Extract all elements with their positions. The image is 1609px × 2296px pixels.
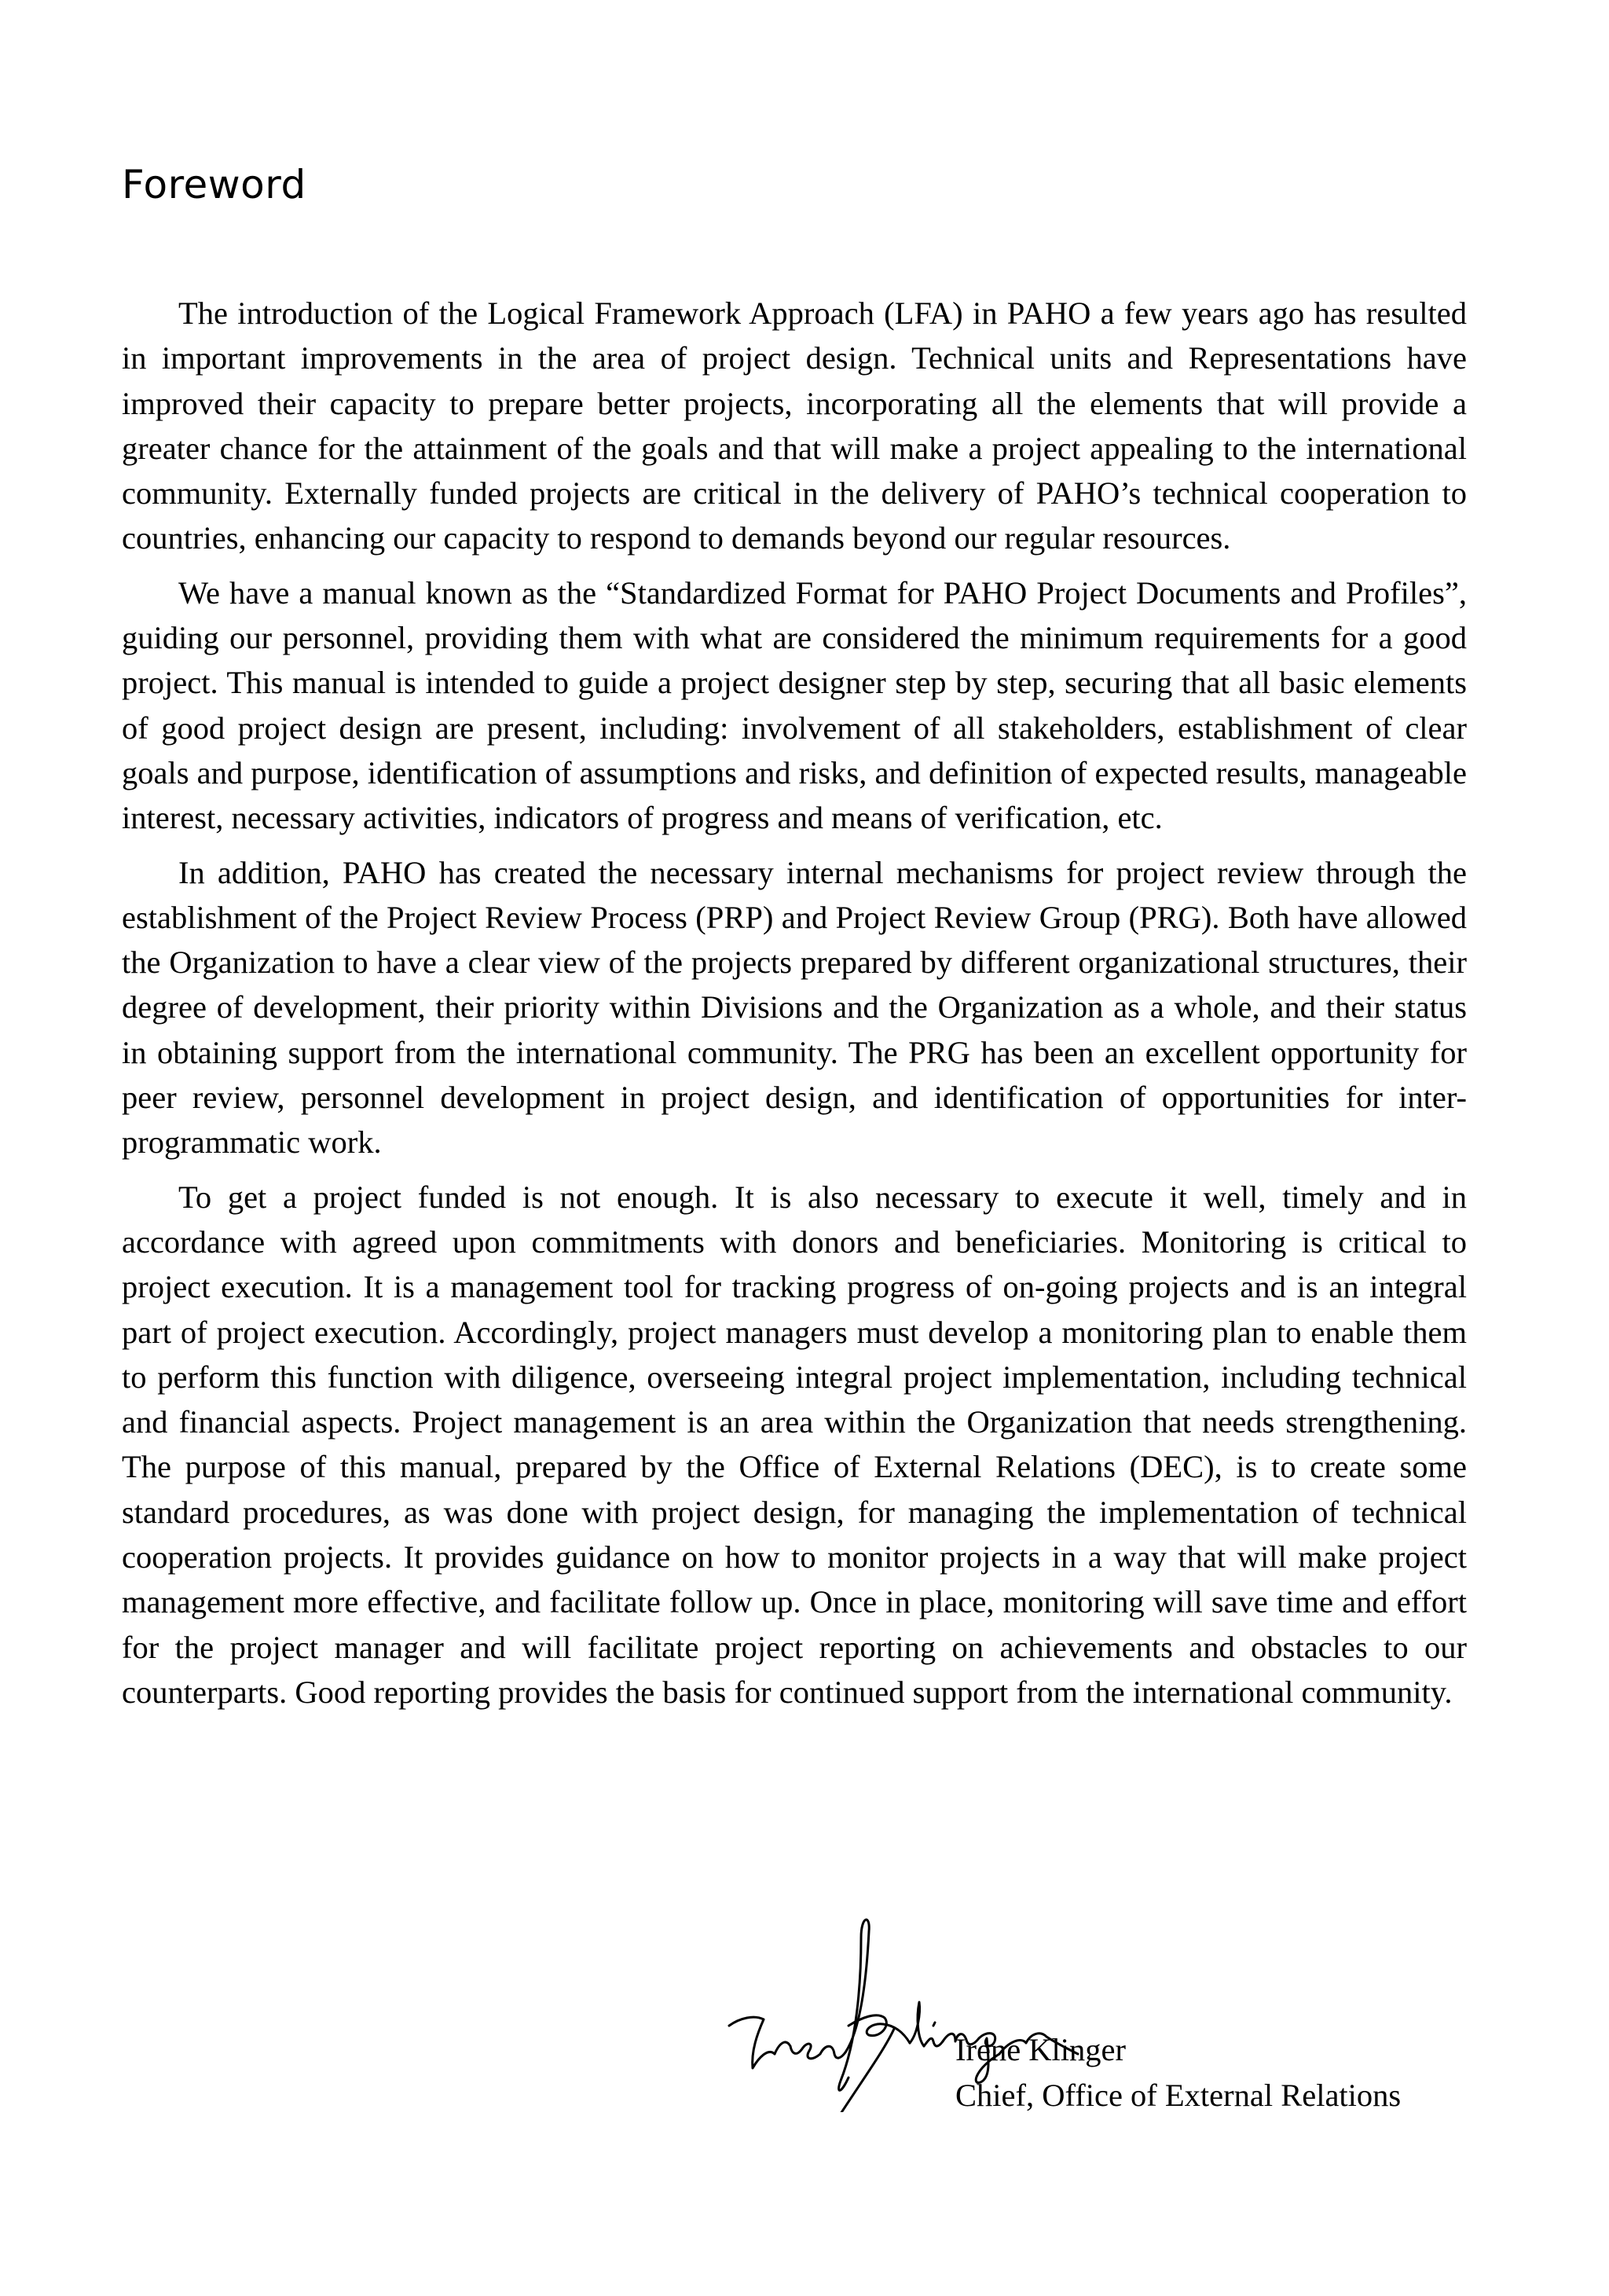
- signatory-name: Irene Klinger: [955, 2032, 1127, 2067]
- paragraph-1: The introduction of the Logical Framework Approach (LFA) in PAHO a few years ago has resulted in important improvements in the area of project design. Technical units and Representations have improved their capacity to prepare better projects, incorporating all the elements that will provide a greater chance for the attainment of the goals and that will make a project appealing to the international community. Externally funded projects are critical in the delivery of PAHO’s technical cooperation to countries, enhancing our capacity to respond to demands beyond our regular resources.: [122, 295, 1467, 556]
- paragraph-2: We have a manual known as the “Standardized Format for PAHO Project Documents and Profiles”, guiding our personnel, providing them with what are considered the minimum requirements for a good project. This manual is intended to guide a project designer step by step, securing that all basic elements of good project design are present, including: involvement of all stakeholders, establishment of clear goals and purpose, identification of assumptions and risks, and definition of expected results, manageable interest, necessary activities, indicators of progress and means of verification, etc.: [122, 574, 1467, 836]
- signatory-block: [955, 2027, 1401, 2118]
- paragraph-4: To get a project funded is not enough. It is also necessary to execute it well, timely and in accordance with agreed upon commitments with donors and beneficiaries. Monitoring is critical to project execution. It is a management tool for tracking progress of on-going projects and is an integral part of project execution. Accordingly, project managers must develop a monitoring plan to enable them to perform this function with diligence, overseeing integral project implementation, including technical and financial aspects. Project management is an area within the Organization that needs strengthening. The purpose of this manual, prepared by the Office of External Relations (DEC), is to create some standard procedures, as was done with project design, for managing the implementation of technical cooperation projects. It provides guidance on how to monitor projects in a way that will make project management more effective, and facilitate follow up. Once in place, monitoring will save time and effort for the project manager and will facilitate project reporting on achievements and obstacles to our counterparts. Good reporting provides the basis for continued support from the international community.: [122, 1179, 1467, 1710]
- signatory-position: Chief, Office of External Relations: [955, 2078, 1402, 2113]
- page-title: Foreword: [122, 162, 306, 207]
- paragraph-3: In addition, PAHO has created the necessary internal mechanisms for project review through the establishment of the Project Review Process (PRP) and Project Review Group (PRG). Both have allowed the Organization to have a clear view of the projects prepared by different organizational structures, their degree of development, their priority within Divisions and the Organization as a whole, and their status in obtaining support from the international community. The PRG has been an excellent opportunity for peer review, personnel development in project design, and identification of opportunities for inter-programmatic work.: [122, 854, 1467, 1161]
- foreword-body: [122, 291, 1467, 1724]
